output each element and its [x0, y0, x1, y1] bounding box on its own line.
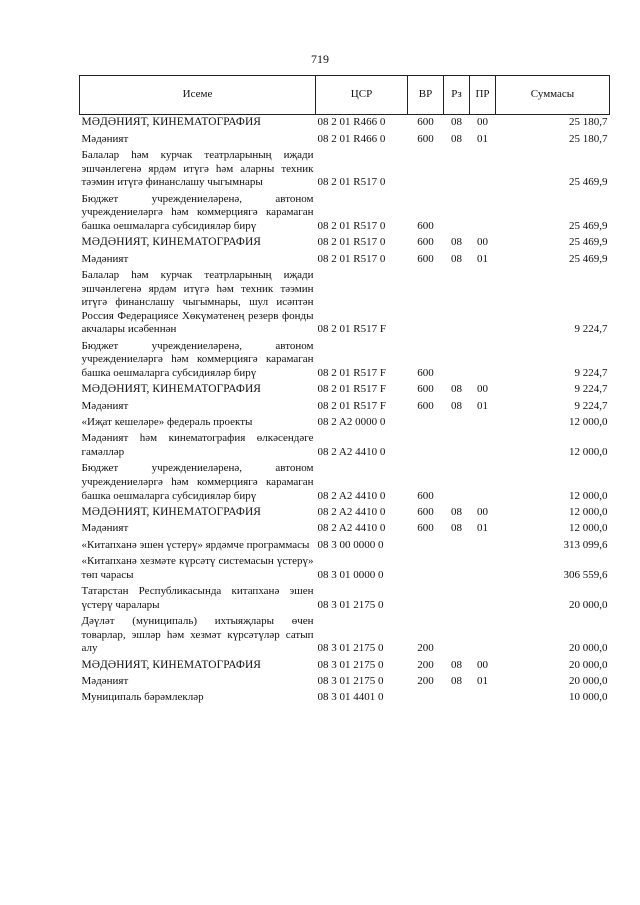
table-row — [80, 554, 610, 584]
row-rz: 08 — [451, 399, 462, 412]
row-rz — [444, 584, 470, 614]
row-name: Мәдәният — [81, 522, 129, 535]
row-sum: 12 000,0 — [569, 505, 608, 518]
row-sum: 25 469,9 — [569, 252, 608, 265]
row-pr: 00 — [477, 658, 488, 671]
row-rz: 08 — [451, 116, 462, 129]
table-row — [80, 115, 610, 132]
table-header-row — [80, 76, 610, 115]
table-row — [80, 657, 610, 673]
row-sum: 20 000,0 — [569, 674, 608, 687]
table-row — [80, 338, 610, 382]
row-sum: 12 000,0 — [569, 416, 608, 429]
row-csr: 08 2 01 R517 F — [317, 399, 386, 412]
row-name: Бюджет учреждениеләренә, автоном учреждениеләргә һәм коммерциягә карамаган башка оешмаларга субсидияләр бирү — [81, 462, 314, 502]
header-pr: ПР — [470, 76, 496, 115]
table-row — [80, 537, 610, 553]
row-pr — [470, 338, 496, 382]
row-sum: 25 469,9 — [569, 219, 608, 232]
table-row — [80, 148, 610, 192]
row-rz — [444, 537, 470, 553]
row-csr: 08 2 01 R466 0 — [317, 132, 386, 145]
row-vr — [408, 415, 444, 431]
table-row — [80, 382, 610, 398]
row-pr — [470, 537, 496, 553]
row-pr — [470, 690, 496, 706]
row-name: Бюджет учреждениеләренә, автоном учреждениеләргә һәм коммерциягә карамаган башка оешмаларга субсидияләр бирү — [81, 339, 314, 379]
row-pr — [470, 415, 496, 431]
table-row — [80, 191, 610, 235]
row-pr — [470, 268, 496, 339]
row-vr — [408, 268, 444, 339]
row-csr: 08 2 01 R466 0 — [317, 116, 386, 129]
row-sum: 25 469,9 — [569, 236, 608, 249]
row-csr: 08 2 01 R517 0 — [317, 252, 386, 265]
row-name: «Китапханә хезмәте күрсәтү системасын үстерү» төп чарасы — [81, 555, 314, 581]
row-sum: 25 180,7 — [569, 132, 608, 145]
row-pr — [470, 614, 496, 658]
row-rz — [444, 690, 470, 706]
row-csr: 08 2 01 R517 0 — [317, 176, 386, 189]
row-name: Мәдәният — [81, 399, 129, 412]
table-row — [80, 521, 610, 537]
row-vr: 600 — [417, 505, 434, 518]
row-name: МӘДӘНИЯТ, КИНЕМАТОГРАФИЯ — [81, 116, 261, 129]
row-name: Муниципаль бәрәмлекләр — [81, 691, 204, 704]
row-name: Балалар һәм курчак театрларының иҗади эшчәнлегенә ярдәм итүгә һәм аларны техник тәэмин итүгә финанслашу чыгымнары — [81, 149, 314, 189]
row-pr: 01 — [477, 399, 488, 412]
row-pr: 00 — [477, 383, 488, 396]
row-rz — [444, 554, 470, 584]
row-pr: 01 — [477, 252, 488, 265]
row-csr: 08 3 01 2175 0 — [317, 658, 384, 671]
row-vr — [408, 554, 444, 584]
row-vr — [408, 537, 444, 553]
row-rz — [444, 338, 470, 382]
row-vr: 600 — [417, 399, 434, 412]
row-rz — [444, 431, 470, 461]
row-sum: 9 224,7 — [574, 399, 608, 412]
row-sum: 20 000,0 — [569, 598, 608, 611]
header-name: Исеме — [80, 76, 316, 115]
row-csr: 08 2 01 R517 0 — [317, 219, 386, 232]
table-row — [80, 235, 610, 251]
row-pr — [470, 461, 496, 505]
row-name: Балалар һәм курчак театрларының иҗади эшчәнлегенә ярдәм итүгә һәм техник тәэмин итүгә финанслашу чыгымнары, шул исәптән Россия Федерациясе Хөкүмәтенең резерв фонды акчалары исәбеннән — [81, 269, 314, 336]
row-sum: 12 000,0 — [569, 446, 608, 459]
row-rz — [444, 268, 470, 339]
row-vr: 600 — [417, 236, 434, 249]
row-sum: 313 099,6 — [563, 538, 608, 551]
row-vr — [408, 431, 444, 461]
row-csr: 08 3 01 2175 0 — [317, 674, 384, 687]
row-sum: 20 000,0 — [569, 658, 608, 671]
row-vr: 600 — [417, 116, 434, 129]
row-pr: 01 — [477, 132, 488, 145]
table-row — [80, 431, 610, 461]
row-vr — [408, 690, 444, 706]
row-sum: 9 224,7 — [574, 383, 608, 396]
row-vr: 600 — [417, 383, 434, 396]
row-vr: 200 — [417, 674, 434, 687]
row-sum: 9 224,7 — [574, 323, 608, 336]
row-csr: 08 3 00 0000 0 — [317, 538, 384, 551]
row-name: Дәүләт (муниципаль) ихтыяҗлары өчен товарлар, эшләр һәм хезмәт күрсәтүләр сатып алу — [81, 615, 314, 655]
row-sum: 9 224,7 — [574, 366, 608, 379]
row-name: Мәдәният — [81, 674, 129, 687]
row-csr: 08 3 01 2175 0 — [317, 642, 384, 655]
row-sum: 12 000,0 — [569, 489, 608, 502]
table-row — [80, 415, 610, 431]
table-body — [80, 115, 610, 707]
row-pr — [470, 191, 496, 235]
row-pr: 00 — [477, 505, 488, 518]
table-row — [80, 268, 610, 339]
row-csr: 08 3 01 0000 0 — [317, 568, 384, 581]
row-name: Мәдәният һәм кинематография өлкәсендәге гамәлләр — [81, 432, 314, 459]
row-sum: 25 469,9 — [569, 176, 608, 189]
header-sum: Суммасы — [496, 76, 610, 115]
row-csr: 08 2 01 R517 F — [317, 366, 386, 379]
table-row — [80, 614, 610, 658]
page-number: 719 — [311, 52, 329, 66]
table-row — [80, 398, 610, 414]
row-rz: 08 — [451, 522, 462, 535]
row-rz: 08 — [451, 658, 462, 671]
header-vr: ВР — [408, 76, 444, 115]
row-sum: 25 180,7 — [569, 116, 608, 129]
row-csr: 08 2 A2 4410 0 — [317, 522, 386, 535]
row-rz: 08 — [451, 132, 462, 145]
row-pr: 01 — [477, 674, 488, 687]
row-name: Татарстан Республикасында китапханә эшен үстерү чаралары — [81, 585, 314, 611]
table-row — [80, 584, 610, 614]
header-rz: Рз — [444, 76, 470, 115]
row-rz — [444, 148, 470, 192]
row-name: МӘДӘНИЯТ, КИНЕМАТОГРАФИЯ — [81, 236, 261, 249]
row-csr: 08 2 A2 4410 0 — [317, 505, 386, 518]
row-rz: 08 — [451, 383, 462, 396]
row-rz — [444, 614, 470, 658]
row-rz: 08 — [451, 252, 462, 265]
row-vr: 600 — [417, 522, 434, 535]
row-name: Бюджет учреждениеләренә, автоном учреждениеләргә һәм коммерциягә карамаган башка оешмаларга субсидияләр бирү — [81, 192, 314, 232]
row-sum: 10 000,0 — [569, 691, 608, 704]
row-vr: 600 — [417, 252, 434, 265]
table-row — [80, 690, 610, 706]
row-csr: 08 3 01 2175 0 — [317, 598, 384, 611]
row-vr: 600 — [417, 219, 434, 232]
row-csr: 08 2 01 R517 0 — [317, 236, 386, 249]
row-vr: 200 — [417, 642, 434, 655]
row-rz — [444, 191, 470, 235]
row-name: «Китапханә эшен үстерү» ярдәмче программасы — [81, 538, 310, 551]
row-sum: 20 000,0 — [569, 642, 608, 655]
table-row — [80, 505, 610, 521]
row-name: МӘДӘНИЯТ, КИНЕМАТОГРАФИЯ — [81, 505, 261, 518]
table-row — [80, 461, 610, 505]
row-csr: 08 3 01 4401 0 — [317, 691, 384, 704]
row-pr: 00 — [477, 236, 488, 249]
row-pr — [470, 148, 496, 192]
row-pr — [470, 554, 496, 584]
row-vr: 600 — [417, 489, 434, 502]
row-csr: 08 2 A2 4410 0 — [317, 446, 386, 459]
row-pr: 00 — [477, 116, 488, 129]
table-row — [80, 251, 610, 267]
row-sum: 306 559,6 — [563, 568, 608, 581]
row-csr: 08 2 A2 4410 0 — [317, 489, 386, 502]
row-rz — [444, 415, 470, 431]
row-name: Мәдәният — [81, 132, 129, 145]
row-rz — [444, 461, 470, 505]
row-vr: 600 — [417, 366, 434, 379]
row-vr — [408, 584, 444, 614]
row-pr: 01 — [477, 522, 488, 535]
table-row — [80, 131, 610, 147]
row-name: Мәдәният — [81, 252, 129, 265]
row-vr: 200 — [417, 658, 434, 671]
table-row — [80, 674, 610, 690]
row-pr — [470, 584, 496, 614]
row-vr — [408, 148, 444, 192]
row-csr: 08 2 A2 0000 0 — [317, 416, 386, 429]
row-sum: 12 000,0 — [569, 522, 608, 535]
row-csr: 08 2 01 R517 F — [317, 323, 386, 336]
row-pr — [470, 431, 496, 461]
row-vr: 600 — [417, 132, 434, 145]
row-csr: 08 2 01 R517 F — [317, 383, 386, 396]
budget-table — [79, 75, 610, 706]
row-name: МӘДӘНИЯТ, КИНЕМАТОГРАФИЯ — [81, 383, 261, 396]
row-rz: 08 — [451, 674, 462, 687]
row-rz: 08 — [451, 505, 462, 518]
row-name: МӘДӘНИЯТ, КИНЕМАТОГРАФИЯ — [81, 658, 261, 671]
row-rz: 08 — [451, 236, 462, 249]
row-name: «Иҗат кешеләре» федераль проекты — [81, 416, 253, 429]
header-csr: ЦСР — [316, 76, 408, 115]
